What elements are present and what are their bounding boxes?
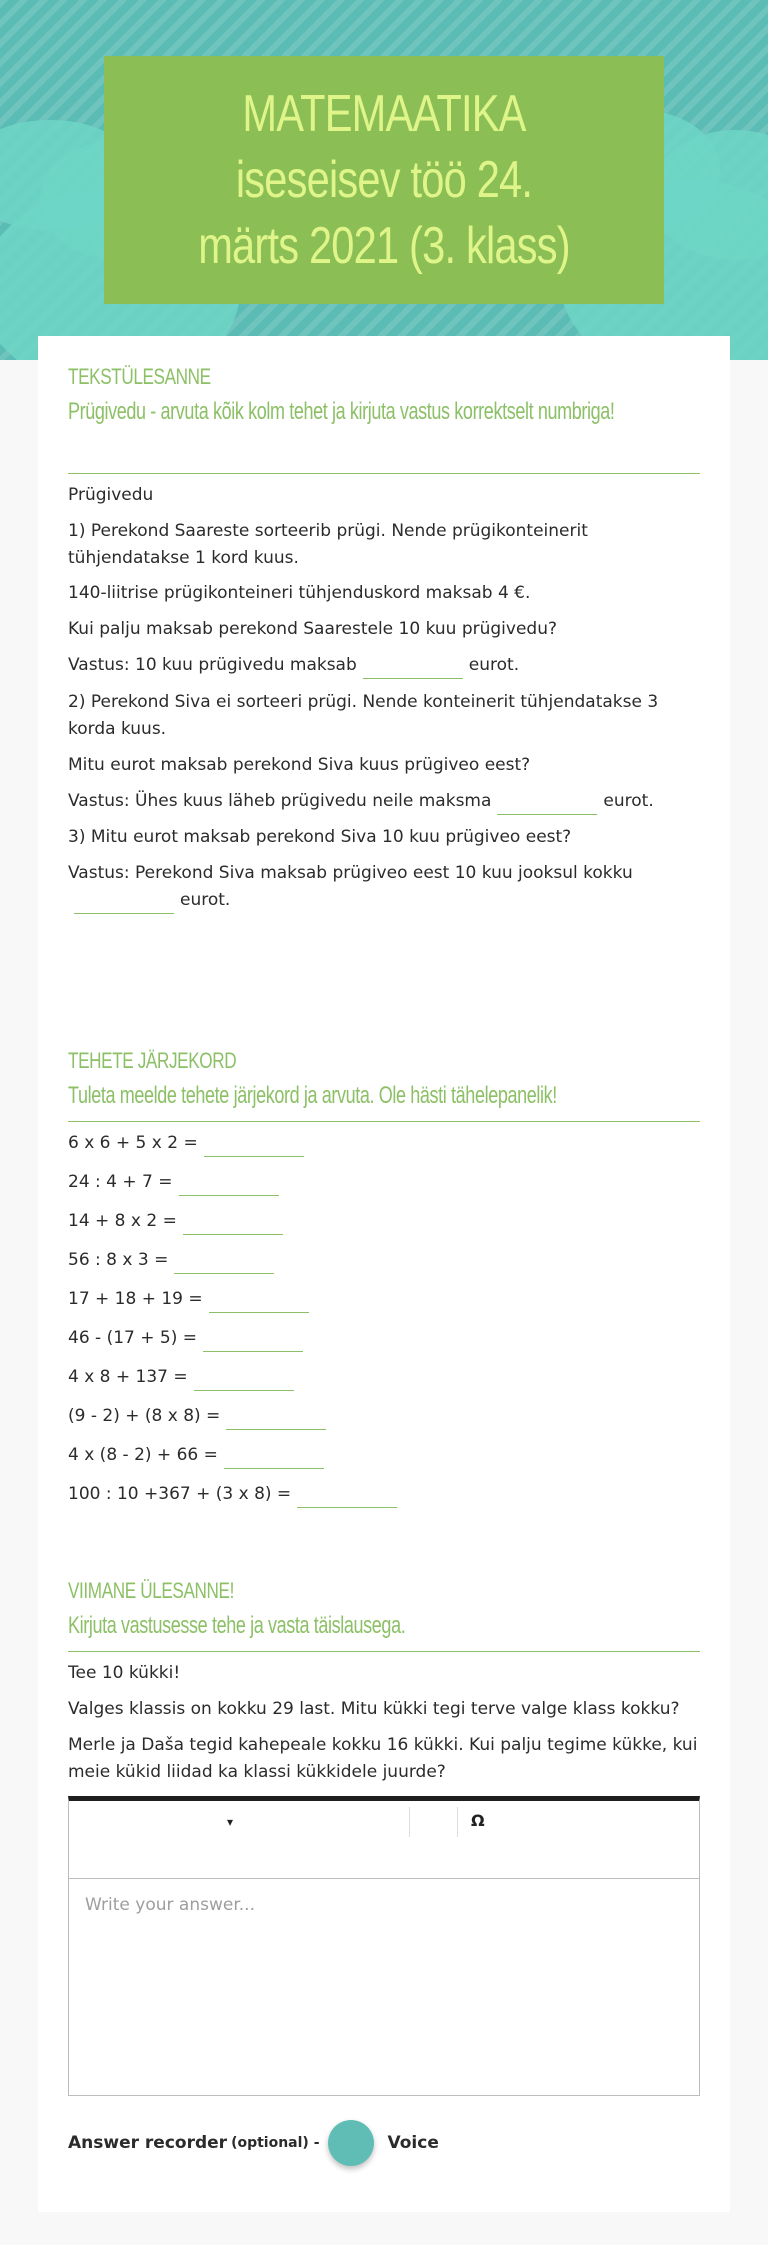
equation-row [68,1403,704,1430]
toolbar-divider [409,1807,410,1837]
equation-row [68,1286,704,1313]
page-title: MATEMAATIKA iseseisev töö 24. märts 2021 (3. klass) [198,85,570,275]
section-subtitle-last: Kirjuta vastusesse tehe ja vasta täislausega. [68,1612,406,1639]
recorder-optional: (optional) - [231,2135,320,2151]
answer-suffix: eurot. [603,791,654,811]
recorder-voice-label: Voice [387,2133,439,2153]
task-paragraph: Valges klassis on kokku 29 last. Mitu kükki tegi terve valge klass kokku? [68,1699,680,1719]
equation-text: 17 + 18 + 19 = [68,1289,203,1309]
task-paragraph: 3) Mitu eurot maksab perekond Siva 10 kuu prügiveo eest? [68,827,572,847]
form-card [38,336,730,2212]
task-paragraph: Tee 10 kükki! [68,1663,181,1683]
rich-text-editor [68,1796,700,2096]
equation-text: 24 : 4 + 7 = [68,1172,173,1192]
task-paragraph: 140-liitrise prügikonteineri tühjenduskord maksab 4 €. [68,583,531,603]
section-title-last: VIIMANE ÜLESANNE! [68,1578,234,1603]
equation-answer-input[interactable] [174,1254,274,1274]
record-voice-button[interactable] [328,2120,374,2166]
equation-row [68,1169,704,1196]
answer-prefix: Vastus: Perekond Siva maksab prügiveo eest 10 kuu jooksul kokku [68,863,633,883]
equation-answer-input[interactable] [203,1332,303,1352]
equation-answer-input[interactable] [224,1449,324,1469]
equation-answer-input[interactable] [183,1215,283,1235]
equation-text: 4 x (8 - 2) + 66 = [68,1445,218,1465]
section-title-order: TEHETE JÄRJEKORD [68,1048,237,1073]
blank-input[interactable] [497,795,597,815]
header-banner [0,0,768,360]
equation-text: 46 - (17 + 5) = [68,1328,197,1348]
editor-toolbar [69,1801,699,1879]
section-divider [68,1121,700,1122]
equation-text: (9 - 2) + (8 x 8) = [68,1406,221,1426]
equation-row [68,1208,704,1235]
equation-text: 14 + 8 x 2 = [68,1211,177,1231]
task-paragraph: Mitu eurot maksab perekond Siva kuus prügiveo eest? [68,755,531,775]
section-divider [68,473,700,474]
task-paragraph: 1) Perekond Saareste sorteerib prügi. Nende prügikonteinerit tühjendatakse 1 kord kuus. [68,521,588,568]
title-box [104,56,664,304]
chevron-down-icon[interactable]: ▾ [227,1815,234,1829]
equation-answer-input[interactable] [297,1488,397,1508]
answer-prefix: Vastus: 10 kuu prügivedu maksab [68,655,357,675]
task-paragraph: Merle ja Daša tegid kahepeale kokku 16 kükki. Kui palju tegime kükke, kui meie kükid liidad ka klassi kükkidele juurde? [68,1735,698,1782]
toolbar-divider [457,1807,458,1837]
equation-answer-input[interactable] [204,1137,304,1157]
answer-line-2 [68,788,704,815]
blank-input[interactable] [74,894,174,914]
equation-answer-input[interactable] [194,1371,294,1391]
blank-input[interactable] [363,659,463,679]
equation-text: 56 : 8 x 3 = [68,1250,169,1270]
section-title-text-task: TEKSTÜLESANNE [68,364,211,389]
equation-row [68,1481,704,1508]
special-character-icon[interactable]: Ω [471,1811,485,1830]
section-divider [68,1651,700,1652]
task-paragraph: 2) Perekond Siva ei sorteeri prügi. Nende konteinerit tühjendatakse 3 korda kuus. [68,692,659,739]
equation-row [68,1325,704,1352]
task-paragraph: Kui palju maksab perekond Saarestele 10 kuu prügivedu? [68,619,558,639]
answer-line-3 [68,860,704,914]
equation-text: 100 : 10 +367 + (3 x 8) = [68,1484,292,1504]
equation-text: 6 x 6 + 5 x 2 = [68,1133,198,1153]
equation-row [68,1130,704,1157]
recorder-label: Answer recorder [68,2133,228,2153]
section-subtitle-order: Tuleta meelde tehete järjekord ja arvuta. Ole hästi tähelepanelik! [68,1082,557,1109]
equation-answer-input[interactable] [209,1293,309,1313]
equation-row [68,1442,704,1469]
equation-row [68,1364,704,1391]
answer-line-1 [68,652,704,679]
task-heading: Prügivedu [68,485,154,505]
equation-text: 4 x 8 + 137 = [68,1367,188,1387]
answer-prefix: Vastus: Ühes kuus läheb prügivedu neile maksma [68,791,492,811]
answer-textarea[interactable] [69,1879,699,2095]
answer-recorder [68,2118,439,2168]
section-subtitle-text-task: Prügivedu - arvuta kõik kolm tehet ja kirjuta vastus korrektselt numbriga! [68,398,615,425]
equation-answer-input[interactable] [226,1410,326,1430]
equation-answer-input[interactable] [179,1176,279,1196]
answer-suffix: eurot. [180,890,231,910]
answer-suffix: eurot. [468,655,520,675]
equation-row [68,1247,704,1274]
